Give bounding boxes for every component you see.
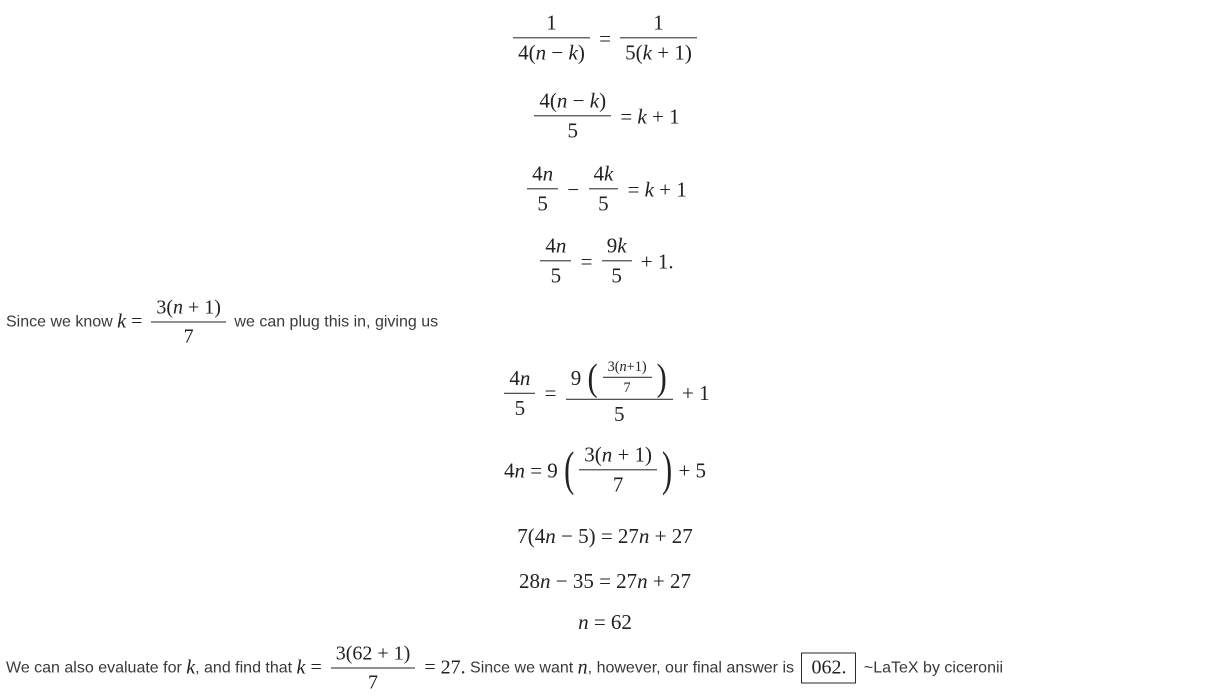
- close-paren: ): [662, 442, 673, 497]
- numerator: [513, 10, 590, 38]
- math-run: = 27.: [419, 656, 466, 679]
- math-run: 9k: [606, 233, 627, 258]
- numerator: [540, 233, 571, 261]
- open-paren: (: [564, 442, 575, 497]
- math-run: k =: [117, 310, 148, 333]
- math-run: 5: [567, 118, 578, 143]
- text-run: Since we want: [465, 659, 578, 676]
- numerator: [504, 365, 535, 393]
- boxed-answer: [801, 653, 856, 684]
- denominator: [603, 378, 652, 397]
- fraction: [151, 296, 226, 349]
- math-run: 4n: [509, 365, 531, 390]
- equation-1: [0, 10, 1210, 65]
- equation-7: [0, 523, 1210, 549]
- math-run: 4(n − k): [518, 40, 585, 65]
- math-run: n: [577, 656, 588, 679]
- text-final-answer: [0, 642, 1210, 695]
- denominator: [513, 39, 590, 66]
- math-run: 3(n + 1): [156, 296, 221, 319]
- fraction: [513, 10, 590, 65]
- fraction: [504, 365, 535, 420]
- math-run: 7: [623, 379, 631, 396]
- numerator: [534, 88, 611, 116]
- math-run: 7: [368, 671, 379, 694]
- math-run: 5: [614, 402, 625, 427]
- numerator: [602, 233, 632, 261]
- math-run: 7(4n − 5) = 27n + 27: [517, 523, 693, 548]
- text-run: We can also evaluate for: [6, 659, 187, 676]
- math-run: 5(k + 1): [625, 40, 692, 65]
- math-run: 28n − 35 = 27n + 27: [518, 568, 692, 593]
- small-math: [599, 359, 656, 397]
- math-run: 5: [611, 263, 622, 288]
- math-run: k =: [296, 656, 327, 679]
- math-run: 3(62 + 1): [335, 642, 411, 665]
- fraction: [589, 161, 619, 216]
- math-run: = k + 1: [615, 103, 680, 128]
- math-run: 5: [537, 191, 548, 216]
- math-run: 5: [514, 395, 526, 420]
- fraction: [566, 356, 673, 427]
- math-run: 4k: [593, 161, 614, 186]
- math-run: 9: [570, 365, 587, 390]
- equation-5: [0, 356, 1210, 427]
- equation-6: [0, 442, 1210, 497]
- denominator: [540, 262, 571, 289]
- denominator: [602, 262, 632, 289]
- denominator: [579, 471, 657, 498]
- math-run: 4n: [532, 161, 554, 186]
- math-run: + 1: [676, 380, 710, 405]
- math-run: 062.: [811, 656, 847, 679]
- numerator: [331, 642, 416, 669]
- numerator: [589, 161, 619, 189]
- math-run: 4n: [545, 233, 567, 258]
- denominator: [331, 669, 416, 695]
- math-run: 3(n + 1): [584, 442, 653, 467]
- fraction: [620, 10, 697, 65]
- math-run: k: [186, 656, 196, 679]
- math-run: =: [575, 248, 598, 273]
- math-run: + 1.: [635, 248, 674, 273]
- equation-3: [0, 161, 1210, 216]
- numerator: [620, 10, 697, 38]
- fraction: [603, 359, 652, 397]
- text-substitution: [0, 296, 1210, 349]
- denominator: [151, 323, 226, 349]
- numerator: [527, 161, 558, 189]
- math-run: =: [539, 380, 562, 405]
- math-run: 5: [550, 263, 562, 288]
- text-run: , however, our final answer is: [587, 659, 799, 676]
- fraction: [579, 442, 657, 497]
- numerator: [151, 296, 226, 323]
- denominator: [527, 190, 558, 217]
- fraction: [534, 88, 611, 143]
- equation-8: [0, 568, 1210, 594]
- fraction: [331, 642, 416, 695]
- denominator: [589, 190, 619, 217]
- open-paren: (: [587, 356, 598, 399]
- numerator: [579, 442, 657, 470]
- math-run: 3(n+1): [607, 358, 647, 375]
- fraction: [527, 161, 558, 216]
- math-run: n = 62: [578, 609, 632, 634]
- equation-2: [0, 88, 1210, 143]
- equation-9: [0, 609, 1210, 635]
- math-run: =: [593, 25, 617, 50]
- math-run: 7: [183, 325, 194, 348]
- denominator: [566, 400, 673, 427]
- math-run: 4n = 9: [503, 457, 564, 482]
- denominator: [620, 39, 697, 66]
- text-run: , and find that: [195, 659, 297, 676]
- numerator: [566, 356, 673, 400]
- math-run: 5: [598, 191, 609, 216]
- math-run: 4(n − k): [539, 88, 607, 113]
- math-run: 1: [546, 10, 557, 35]
- close-paren: ): [656, 356, 667, 399]
- numerator: [603, 359, 652, 378]
- denominator: [504, 394, 535, 421]
- math-run: = k + 1: [622, 176, 687, 201]
- denominator: [534, 117, 611, 144]
- fraction: [540, 233, 571, 288]
- math-run: −: [562, 176, 585, 201]
- text-run: Since we know: [6, 313, 118, 330]
- equation-4: [0, 233, 1210, 288]
- math-run: 7: [612, 472, 624, 497]
- text-run: we can plug this in, giving us: [229, 313, 439, 330]
- math-run: 1: [653, 10, 664, 35]
- text-run: ~LaTeX by ciceronii: [859, 659, 1004, 676]
- fraction: [602, 233, 632, 288]
- math-run: + 5: [673, 457, 707, 482]
